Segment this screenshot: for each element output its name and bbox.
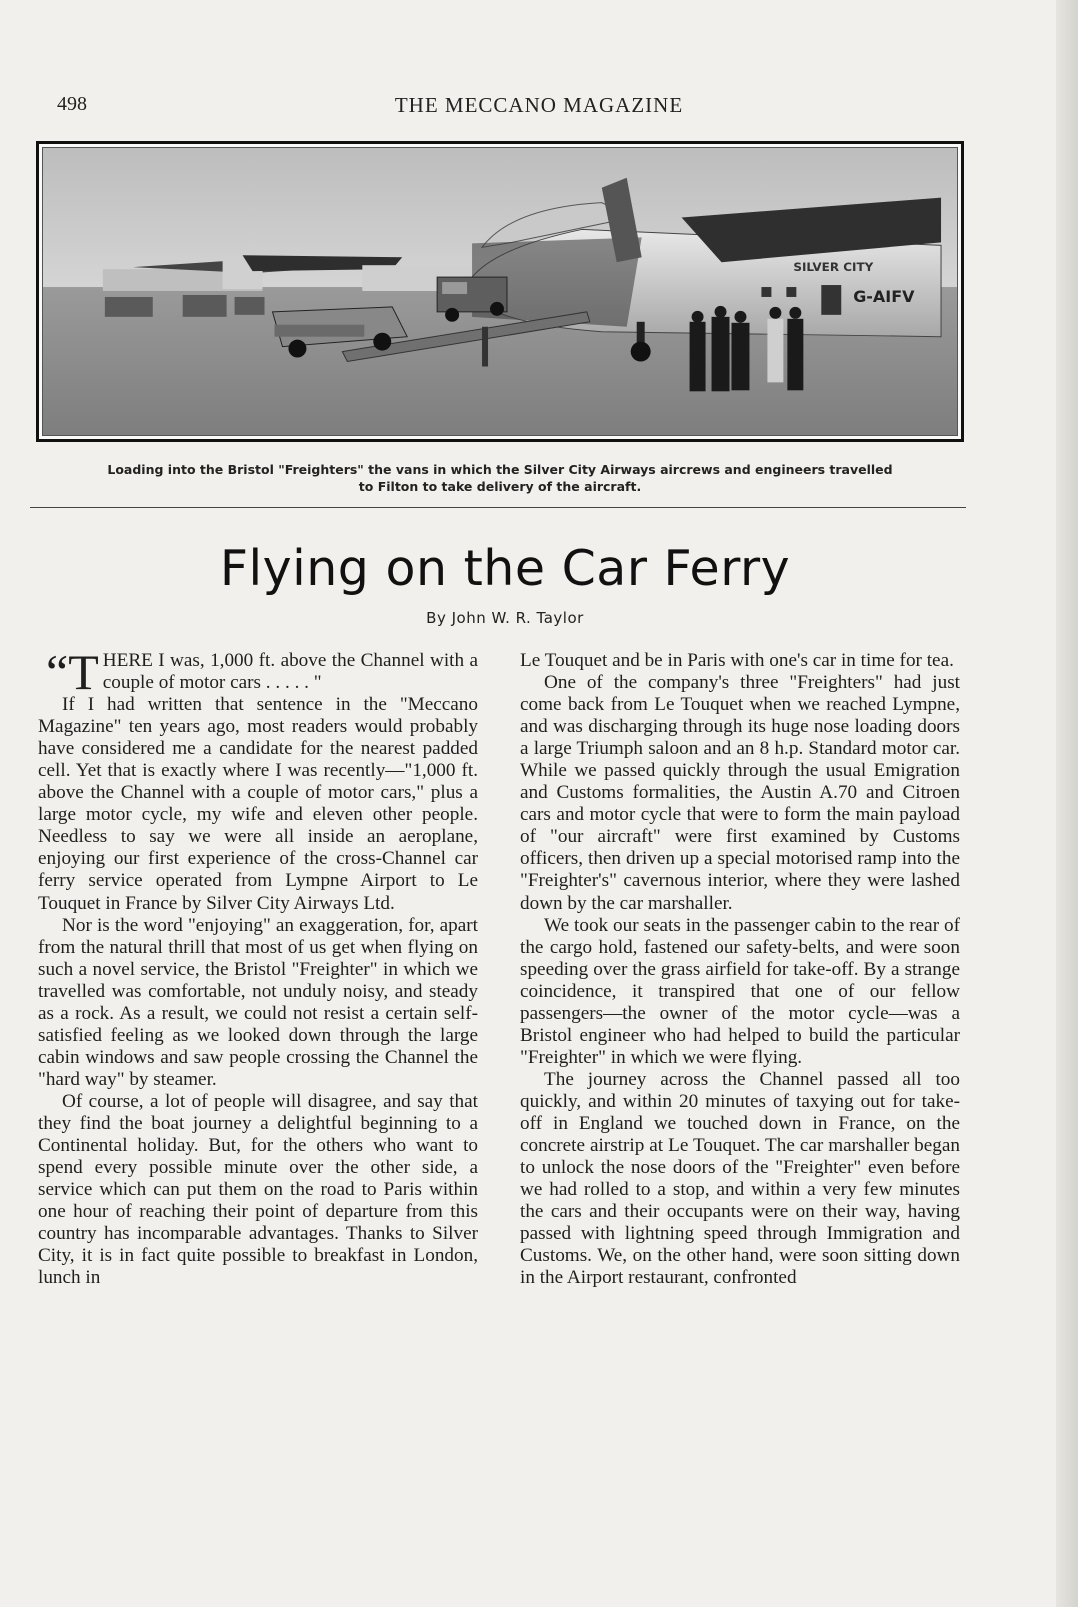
fuselage-registration: G-AIFV [853, 286, 915, 306]
page-number: 498 [57, 93, 87, 115]
article-title: Flying on the Car Ferry [219, 540, 791, 597]
airport-photo [43, 148, 957, 435]
section-divider [30, 507, 966, 508]
background-vehicles [105, 295, 265, 317]
paragraph: If I had written that sentence in the "Meccano Magazine" ten years ago, most readers would probably have considered me a candidate for the nearest padded cell. Yet that is exactly where I was recently—"1,000 ft. above the Channel with a couple of motor cars," plus a large motor cycle, my wife and eleven other people. Needless to say we were all inside an aeroplane, enjoying our first experience of the cross-Channel car ferry service operated from Lympne Airport to Le Touquet in France by Silver City Airways Ltd. [38, 694, 478, 914]
article-byline: By John W. R. Taylor [426, 609, 584, 627]
paragraph: One of the company's three "Freighters" had just come back from Le Touquet when we reached Lympne, and was discharging through its huge nose loading doors a large Triumph saloon and an 8 h.p. Standard motor car. While we passed quickly through the usual Emigration and Customs formalities, the Austin A.70 and Citroen cars and motor cycle that were to form the main payload of "our aircraft" were first examined by Customs officers, then driven up a special motorised ramp into the "Freighter's" cavernous interior, where they were lashed down by the car marshaller. [520, 672, 960, 914]
paragraph: We took our seats in the passenger cabin to the rear of the cargo hold, fastened our safety-belts, and were soon speeding over the grass airfield for take-off. By a strange coincidence, it transpired that one of our fellow passengers—the owner of the motor cycle—was a Bristol engineer who had helped to build the particular "Freighter" in which we were flying. [520, 914, 960, 1068]
photo-inner [42, 147, 958, 436]
paragraph: Nor is the word "enjoying" an exaggeration, for, apart from the natural thrill that most of us get when flying on such a novel service, the Bristol "Freighter" in which we travelled was comfortable, not unduly noisy, and steady as a rock. As a result, we could not resist a certain self-satisfied feeling as we looked down through the large cabin windows and saw people crossing the Channel the "hard way" by steamer. [38, 914, 478, 1090]
paragraph: “T HERE I was, 1,000 ft. above the Channel with a couple of motor cars . . . . . " [46, 644, 478, 700]
paragraph: Of course, a lot of people will disagree, and say that they find the boat journey a delightful beginning to a Continental holiday. But, for the others who want to spend every possible minute over the other side, a service which can put them on the road to Paris within one hour of reaching their point of departure from this country has incomparable advantages. Thanks to Silver City, it is in fact quite possible to breakfast in London, lunch in [38, 1090, 478, 1289]
paragraph: The journey across the Channel passed all too quickly, and within 20 minutes of taxying out for take-off in England we touched down in France, on the concrete airstrip at Le Touquet. The car marshaller began to unlock the nose doors of the "Freighter" even before we had rolled to a stop, and within a very few minutes the cars and their occupants were on their way, having passed with lightning speed through Immigration and Customs. We, on the other hand, were soon sitting down in the Airport restaurant, confronted [520, 1068, 960, 1289]
photo-caption [36, 461, 964, 495]
airline-lettering: SILVER CITY [793, 260, 874, 275]
dropcap-quote: “T [46, 644, 99, 700]
running-head: THE MECCANO MAGAZINE [394, 93, 684, 117]
photo-frame [36, 141, 964, 442]
paragraph: Le Touquet and be in Paris with one's car in time for tea. [520, 650, 954, 671]
caption-line-2: to Filton to take delivery of the aircraft. [358, 479, 642, 494]
right-column [520, 650, 960, 1289]
left-column [38, 644, 478, 1289]
caption-line-1: Loading into the Bristol "Freighters" the vans in which the Silver City Airways aircrews and engineers travelled [107, 462, 893, 477]
page-edge-shadow [1056, 0, 1078, 1607]
